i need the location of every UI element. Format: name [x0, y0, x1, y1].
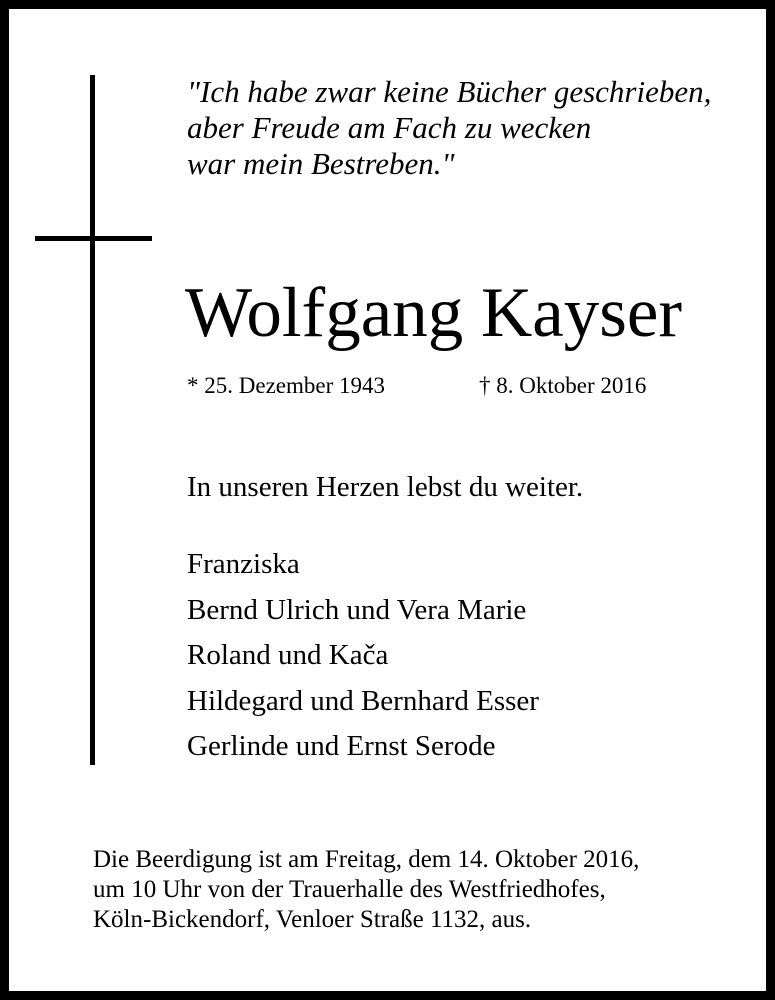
mourner-name: Gerlinde und Ernst Serode — [187, 730, 496, 762]
funeral-details — [93, 845, 639, 935]
mourner-name: Hildegard und Bernhard Esser — [187, 684, 539, 717]
cross-vertical-bar — [90, 75, 95, 765]
mourner-name: Bernd Ulrich und Vera Marie — [187, 593, 527, 626]
birth-date: * 25. Dezember 1943 — [187, 373, 385, 398]
funeral-line: um 10 Uhr von der Trauerhalle des Westfriedhofes, — [93, 876, 606, 903]
funeral-line: Die Beerdigung ist am Freitag, dem 14. Oktober 2016, — [93, 846, 640, 873]
memorial-motto: In unseren Herzen lebst du weiter. — [187, 471, 584, 503]
deceased-name: Wolfgang Kayser — [185, 274, 683, 352]
cross-horizontal-bar — [35, 236, 152, 241]
death-date: † 8. Oktober 2016 — [479, 373, 647, 398]
quote-line: aber Freude am Fach zu wecken — [187, 110, 592, 145]
funeral-line: Köln-Bickendorf, Venloer Straße 1132, aus. — [93, 906, 532, 933]
quote-line: war mein Bestreben." — [187, 146, 455, 181]
mourner-name: Roland und Kača — [187, 639, 389, 671]
mourner-name: Franziska — [187, 548, 300, 580]
quote-line: "Ich habe zwar keine Bücher geschrieben, — [187, 74, 712, 109]
mourners-list — [187, 542, 539, 770]
memorial-quote — [187, 74, 711, 182]
